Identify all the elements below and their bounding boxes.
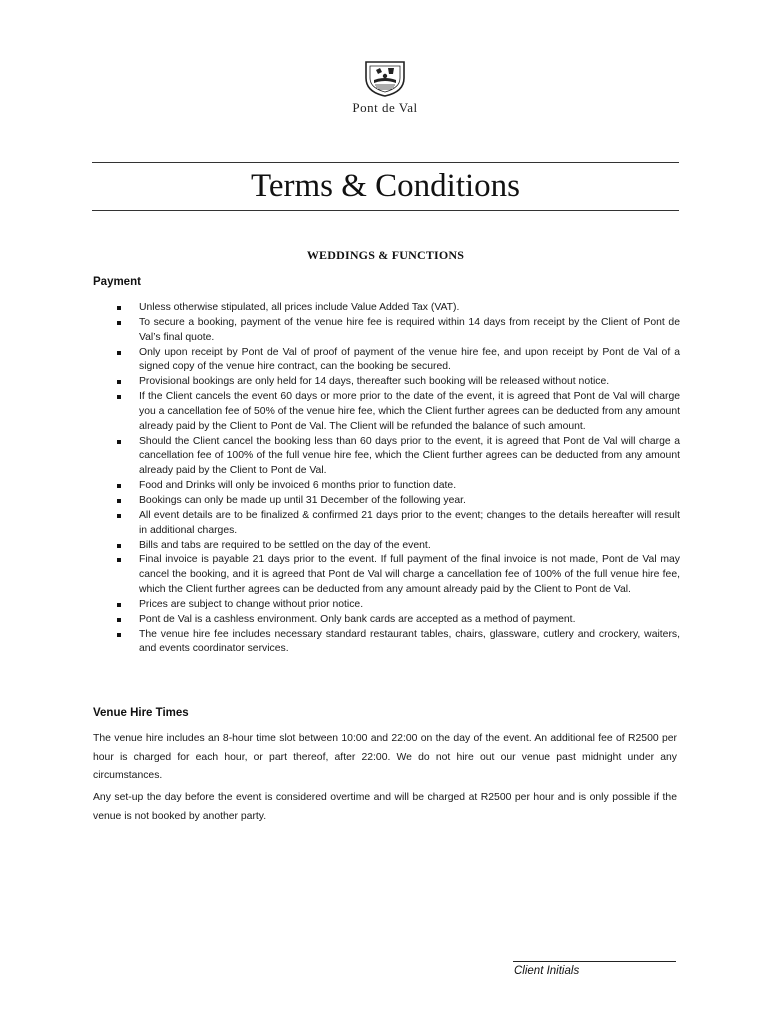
payment-term-item: Food and Drinks will only be invoiced 6 months prior to function date. <box>93 479 680 494</box>
payment-term-item: Should the Client cancel the booking less than 60 days prior to the event, it is agreed that Pont de Val will charge a cancellation fee of 100% of the full venue hire fee, which the Client further agrees can be deducted from any amount already paid by the Client to Pont de Val. <box>93 435 680 480</box>
payment-term-item: All event details are to be finalized & confirmed 21 days prior to the event; changes to the details hereafter will result in additional charges. <box>93 509 680 539</box>
payment-terms-list <box>93 301 680 657</box>
payment-term-item: Pont de Val is a cashless environment. Only bank cards are accepted as a method of payment. <box>93 613 680 628</box>
payment-heading: Payment <box>93 276 141 288</box>
logo-wordmark: Pont de Val <box>352 100 418 115</box>
crest-icon <box>362 58 408 98</box>
setup-overtime-paragraph: Any set-up the day before the event is considered overtime and will be charged at R2500 per hour and is only possible if the venue is not booked by another party. <box>93 792 677 822</box>
payment-term-item: To secure a booking, payment of the venue hire fee is required within 14 days from receipt by the Client of Pont de Val’s final quote. <box>93 316 680 346</box>
payment-term-item: The venue hire fee includes necessary standard restaurant tables, chairs, glassware, cutlery and crockery, waiters, and events coordinator services. <box>93 628 680 658</box>
title-bottom-rule <box>92 210 679 211</box>
pont-de-val-logo <box>345 58 425 116</box>
venue-hire-paragraph: The venue hire includes an 8-hour time slot between 10:00 and 22:00 on the day of the event. An additional fee of R2500 per hour is charged for each hour, or part thereof, after 22:00. We do not hire out our venue past midnight under any circumstances. <box>93 733 677 781</box>
title-top-rule <box>92 162 679 163</box>
payment-term-item: Final invoice is payable 21 days prior to the event. If full payment of the final invoice is not made, Pont de Val may cancel the booking, and it is agreed that Pont de Val will charge a cancellation fee of 100% of the full venue hire fee, which the Client further agrees can be deducted from any amount already paid by the Client to Pont de Val. <box>93 553 680 598</box>
client-initials-label: Client Initials <box>514 965 580 977</box>
venue-hire-times-heading: Venue Hire Times <box>93 707 189 719</box>
payment-term-item: Prices are subject to change without prior notice. <box>93 598 680 613</box>
payment-term-item: Only upon receipt by Pont de Val of proof of payment of the venue hire fee, and upon receipt by Pont de Val of a signed copy of the venue hire contract, can the booking be secured. <box>93 346 680 376</box>
payment-term-item: Bills and tabs are required to be settled on the day of the event. <box>93 539 680 554</box>
section-subtitle: WEDDINGS & FUNCTIONS <box>306 248 465 262</box>
payment-term-item: Bookings can only be made up until 31 December of the following year. <box>93 494 680 509</box>
page-title: Terms & Conditions <box>250 168 521 204</box>
payment-term-item: Unless otherwise stipulated, all prices include Value Added Tax (VAT). <box>93 301 680 316</box>
payment-term-item: Provisional bookings are only held for 14 days, thereafter such booking will be released without notice. <box>93 375 680 390</box>
client-initials-line <box>513 961 676 962</box>
payment-term-item: If the Client cancels the event 60 days or more prior to the date of the event, it is agreed that Pont de Val will charge you a cancellation fee of 50% of the venue hire fee, which the Client further agrees can be deducted from any amount already paid by the Client to Pont de Val. The Client will be refunded the balance of such amount. <box>93 390 680 435</box>
